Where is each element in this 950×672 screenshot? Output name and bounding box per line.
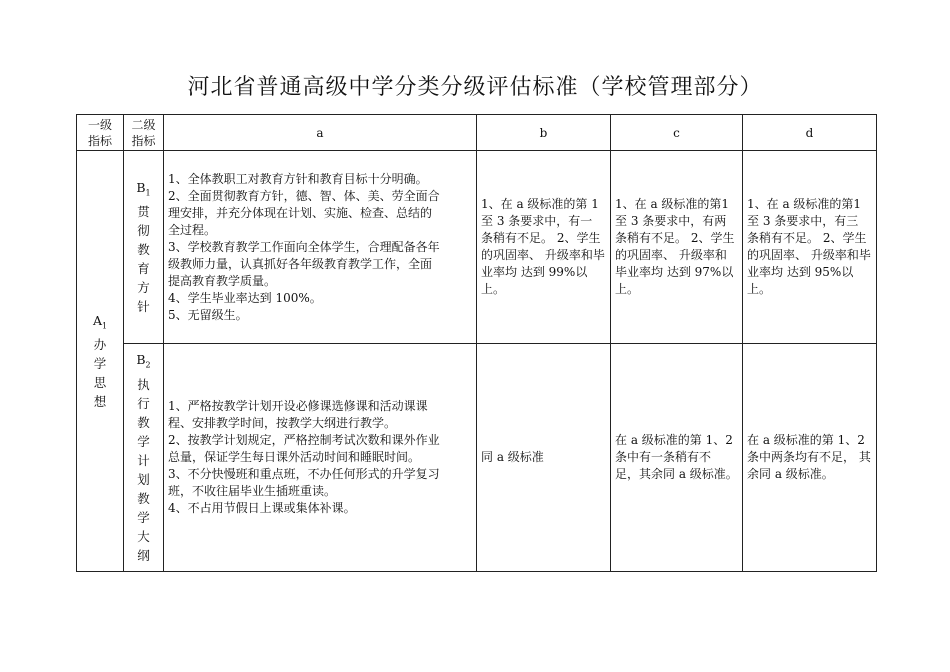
criteria-line: 达到 95%以上。 (747, 265, 854, 296)
criteria-line: 理安排，并充分体现在计划、实施、检查、总结的 (168, 205, 433, 220)
header-level1-line1: 一级 (87, 117, 112, 132)
criteria-line: 升级率和毕业率均 (481, 248, 605, 279)
criteria-line: 1、在 a 级标准的第 1 (481, 197, 599, 211)
criteria-line: 2、学生的巩固率、 (615, 231, 735, 262)
b2-grade-d-criteria (743, 344, 877, 572)
criteria-line: 4、不占用节假日上课或集体补课。 (168, 501, 356, 515)
indicator-b2 (124, 344, 164, 572)
header-grade-c: c (611, 115, 743, 151)
header-level1-line2: 指标 (87, 133, 112, 148)
criteria-line: 2、学生的巩固率、 (747, 231, 867, 262)
criteria-line: 5、无留级生。 (168, 307, 248, 322)
header-level1 (77, 115, 124, 151)
indicator-b1-char: 贯 (137, 204, 150, 220)
criteria-line: 达到 97%以上。 (615, 265, 734, 296)
criteria-line: 程、安排教学时间，按教学大纲进行教学。 (168, 416, 397, 430)
b1-grade-b-criteria (477, 151, 611, 344)
indicator-a1-char: 办 (93, 337, 107, 353)
criteria-line: 2、按教学计划规定，严格控制考试次数和课外作业 (168, 433, 440, 447)
criteria-line: 条稍有不足。 (747, 231, 820, 245)
criteria-line: 4、学生毕业率达到 100%。 (168, 290, 322, 305)
criteria-line: 全过程。 (168, 222, 217, 237)
indicator-b2-char: 行 (137, 395, 150, 411)
criteria-line: 条稍有不足。 (615, 231, 688, 245)
criteria-line: 升级率和毕业率均 (747, 248, 871, 279)
indicator-a1-code: $A_1$ (92, 312, 108, 331)
b2-grade-c-criteria (611, 344, 743, 572)
criteria-line: 2、学生的巩固率、 (481, 231, 601, 262)
criteria-line: 级教师力量，认真抓好各年级教育教学工作，全面 (168, 256, 433, 271)
indicator-b2-char: 计 (137, 452, 150, 468)
b1-grade-a-criteria (164, 151, 477, 344)
indicator-a1-char: 学 (93, 356, 107, 372)
criteria-line: 提高教育教学质量。 (168, 273, 277, 288)
criteria-line: 在 a 级标准的第 1、2 (615, 433, 733, 447)
document-title: 河北省普通高级中学分类分级评估标准（学校管理部分） (187, 75, 763, 100)
indicator-b2-char: 教 (137, 414, 150, 430)
header-row (77, 115, 877, 151)
indicator-a1 (77, 151, 124, 572)
header-grade-d: d (743, 115, 877, 151)
criteria-line: 至 3 条要求中，有一 (481, 214, 593, 228)
header-grade-a: a (164, 115, 477, 151)
header-level2-line1: 二级 (131, 117, 156, 132)
indicator-b1-code: $B_1$ (136, 179, 151, 198)
b2-grade-b-criteria (477, 344, 611, 572)
indicator-b2-char: 执 (137, 376, 150, 392)
indicator-b2-code: $B_2$ (136, 352, 151, 370)
indicator-a1-char: 思 (93, 375, 107, 391)
criteria-line: 条中有一条稍有不 (615, 450, 712, 464)
criteria-line: 1、全体教职工对教育方针和教育目标十分明确。 (168, 171, 428, 186)
indicator-b2-char: 学 (137, 433, 150, 449)
criteria-line: 班，不收往届毕业生插班重读。 (168, 484, 337, 498)
indicator-b1-char: 方 (137, 280, 150, 296)
indicator-b1-char: 育 (137, 261, 150, 277)
criteria-line: 至 3 条要求中，有三 (747, 214, 859, 228)
criteria-line: 1、在 a 级标准的第1 (747, 197, 862, 211)
criteria-line: 达到 99%以上。 (481, 265, 588, 296)
header-level2 (124, 115, 164, 151)
indicator-b2-char: 划 (137, 471, 150, 487)
criteria-line: 3、学校教育教学工作面向全体学生，合理配备各年 (168, 239, 440, 254)
indicator-b2-char: 教 (137, 490, 150, 506)
criteria-line: 总量，保证学生每日课外活动时间和睡眠时间。 (168, 450, 421, 464)
indicator-b2-char: 学 (137, 509, 150, 525)
table-row (77, 151, 877, 344)
criteria-line: 条中两条均有不足， (747, 450, 856, 464)
criteria-line: 3、不分快慢班和重点班，不办任何形式的升学复习 (168, 467, 440, 481)
indicator-a1-char: 想 (93, 394, 107, 410)
criteria-line: 1、严格按教学计划开设必修课选修课和活动课课 (168, 399, 428, 413)
indicator-b1-char: 彻 (137, 223, 150, 239)
criteria-line: 其余同 a 级标准。 (747, 450, 871, 481)
criteria-line: 同 a 级标准 (481, 450, 544, 464)
table-row (77, 344, 877, 572)
criteria-line: 条稍有不足。 (481, 231, 554, 245)
header-level2-line2: 指标 (131, 133, 156, 148)
criteria-line: 在 a 级标准的第 1、2 (747, 433, 865, 447)
b1-grade-d-criteria (743, 151, 877, 344)
criteria-line: 2、全面贯彻教育方针，德、智、体、美、劳全面合 (168, 188, 440, 203)
criteria-line: 1、在 a 级标准的第1 (615, 197, 730, 211)
indicator-b1-char: 教 (137, 242, 150, 258)
indicator-b1-char: 针 (137, 299, 150, 315)
criteria-line: 至 3 条要求中，有两 (615, 214, 727, 228)
evaluation-table (76, 114, 877, 572)
indicator-b2-char: 大 (137, 528, 150, 544)
b2-grade-a-criteria (164, 344, 477, 572)
indicator-b1 (124, 151, 164, 344)
indicator-b2-char: 纲 (137, 547, 150, 563)
b1-grade-c-criteria (611, 151, 743, 344)
criteria-line: 升级率和毕业率均 (615, 248, 727, 279)
header-grade-b: b (477, 115, 611, 151)
criteria-line: 足，其余同 a 级标准。 (615, 467, 738, 481)
